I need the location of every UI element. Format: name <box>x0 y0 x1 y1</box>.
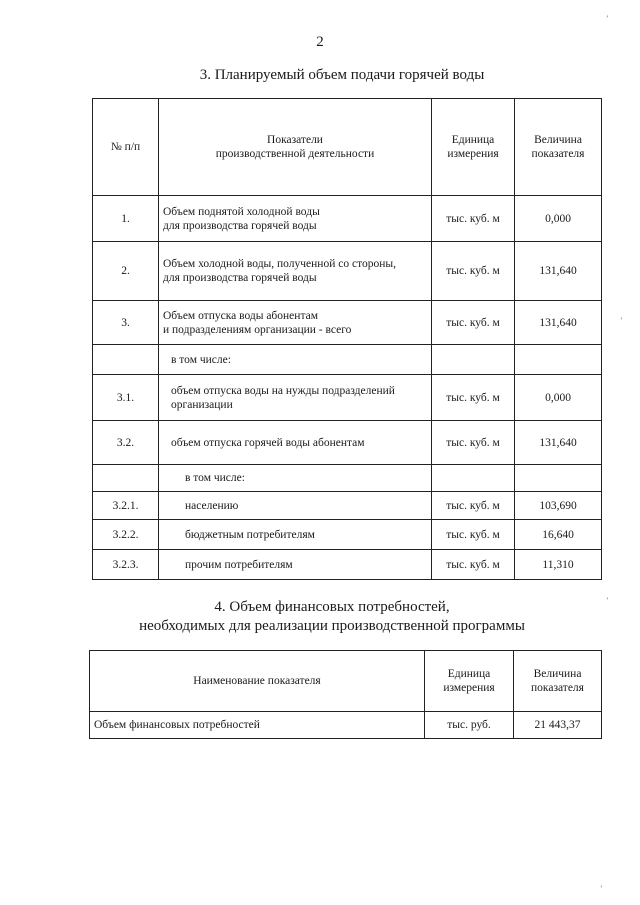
row-indicator: прочим потребителям <box>159 550 432 580</box>
row-indicator-line2: для производства горячей воды <box>163 272 317 284</box>
header-value-line2: показателя <box>531 148 585 160</box>
row-value: 21 443,37 <box>514 712 602 739</box>
scan-speck: ’ <box>620 316 623 325</box>
row-num: 3.2.3. <box>93 550 159 580</box>
row-indicator: бюджетным потребителям <box>159 520 432 550</box>
row-unit: тыс. руб. <box>425 712 514 739</box>
header-unit-line1: Единица <box>451 134 495 146</box>
header-indicator <box>159 99 432 196</box>
row-unit: тыс. куб. м <box>432 550 515 580</box>
row-value: 103,690 <box>515 492 602 520</box>
table-row <box>93 375 602 421</box>
header-value <box>515 99 602 196</box>
row-value: 131,640 <box>515 242 602 301</box>
table-row <box>93 492 602 520</box>
row-value <box>515 345 602 375</box>
row-num <box>93 345 159 375</box>
row-unit: тыс. куб. м <box>432 301 515 345</box>
row-num: 1. <box>93 196 159 242</box>
table-row <box>90 712 602 739</box>
row-value: 131,640 <box>515 301 602 345</box>
row-indicator-line2: и подразделениям организации - всего <box>163 323 352 336</box>
row-value: 0,000 <box>515 196 602 242</box>
row-num: 2. <box>93 242 159 301</box>
header-value <box>514 651 602 712</box>
row-indicator-line1: объем отпуска воды на нужды подразделений <box>171 384 395 397</box>
table-row <box>93 242 602 301</box>
header-unit <box>432 99 515 196</box>
row-num: 3.1. <box>93 375 159 421</box>
table-row <box>93 520 602 550</box>
scan-speck: ’ <box>600 884 603 893</box>
row-num <box>93 465 159 492</box>
financial-needs-table <box>89 650 602 739</box>
row-value: 0,000 <box>515 375 602 421</box>
header-unit-line2: измерения <box>447 148 499 160</box>
section-3-title: 3. Планируемый объем подачи горячей воды <box>199 67 485 83</box>
header-name: Наименование показателя <box>90 651 425 712</box>
row-value: 16,640 <box>515 520 602 550</box>
table-header-row <box>93 99 602 196</box>
table-row <box>93 345 602 375</box>
header-indicator-line2: производственной деятельности <box>215 148 375 160</box>
row-name: Объем финансовых потребностей <box>90 712 425 739</box>
row-indicator <box>159 301 432 345</box>
row-value: 131,640 <box>515 421 602 465</box>
header-unit <box>425 651 514 712</box>
table-header-row <box>90 651 602 712</box>
header-unit-line2: измерения <box>443 682 495 694</box>
table-row <box>93 465 602 492</box>
row-unit: тыс. куб. м <box>432 375 515 421</box>
row-indicator-line2: организации <box>171 398 233 411</box>
row-indicator-line1: Объем отпуска воды абонентам <box>163 309 318 322</box>
header-value-line1: Величина <box>533 668 582 680</box>
header-value-line2: показателя <box>531 682 584 694</box>
row-indicator-line1: Объем поднятой холодной воды <box>163 205 320 218</box>
header-num: № п/п <box>93 99 159 196</box>
row-indicator: в том числе: <box>159 465 432 492</box>
scan-speck: ’ <box>606 14 609 23</box>
row-indicator: объем отпуска горячей воды абонентам <box>159 421 432 465</box>
hot-water-supply-table <box>92 98 602 580</box>
row-value <box>515 465 602 492</box>
section-4-title-line1: 4. Объем финансовых потребностей, <box>214 599 450 615</box>
row-num: 3. <box>93 301 159 345</box>
section-4-title-line2: необходимых для реализации производственной программы <box>139 618 525 634</box>
row-indicator: в том числе: <box>159 345 432 375</box>
table-row <box>93 301 602 345</box>
row-unit: тыс. куб. м <box>432 196 515 242</box>
row-value: 11,310 <box>515 550 602 580</box>
header-indicator-line1: Показатели <box>267 134 323 146</box>
row-indicator <box>159 196 432 242</box>
row-unit: тыс. куб. м <box>432 242 515 301</box>
row-unit <box>432 345 515 375</box>
row-num: 3.2.2. <box>93 520 159 550</box>
header-value-line1: Величина <box>534 134 582 146</box>
header-unit-line1: Единица <box>447 668 491 680</box>
row-unit: тыс. куб. м <box>432 492 515 520</box>
scan-speck: ’ <box>606 596 609 605</box>
page-number: 2 <box>316 34 324 50</box>
row-num: 3.2. <box>93 421 159 465</box>
table-row <box>93 421 602 465</box>
row-unit: тыс. куб. м <box>432 520 515 550</box>
row-indicator-line1: Объем холодной воды, полученной со стороны, <box>163 258 396 270</box>
row-indicator <box>159 242 432 301</box>
row-num: 3.2.1. <box>93 492 159 520</box>
row-unit: тыс. куб. м <box>432 421 515 465</box>
row-indicator: населению <box>159 492 432 520</box>
table-row <box>93 550 602 580</box>
row-indicator-line2: для производства горячей воды <box>163 219 317 232</box>
row-unit <box>432 465 515 492</box>
section-4-title <box>24 598 640 636</box>
row-indicator <box>159 375 432 421</box>
table-row <box>93 196 602 242</box>
